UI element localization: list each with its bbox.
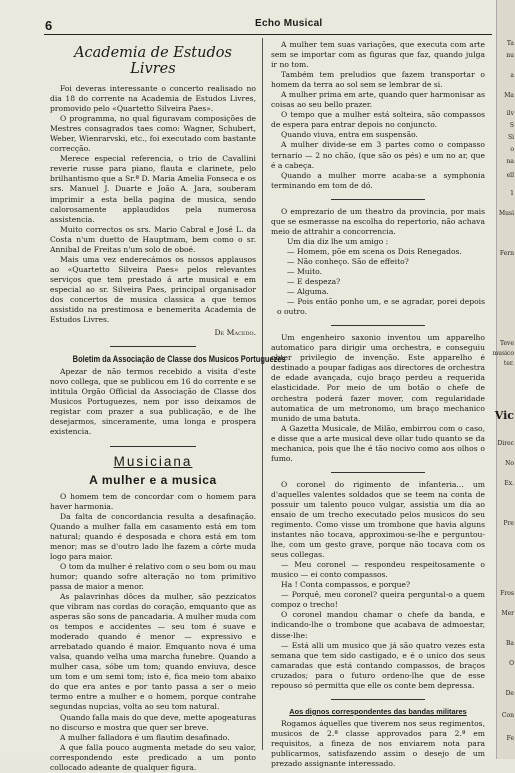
section-divider	[271, 697, 485, 701]
page-number: 6	[45, 18, 53, 33]
article-paragraph: A mulher divide-se em 3 partes como o compasso ternario — 2 no chão, (que são os pés) e um no ar, que é a cabeça.	[271, 140, 485, 170]
academy-paragraph: Muito correctos os srs. Mario Cabral e José L. da Costa n'um duetto de Hauptmam, bem como o sr. Annibal de Freitas n'um solo de oboé.	[50, 224, 256, 254]
article-paragraph: As palavrinhas dôces da mulher, são pezzicatos que vibram nas cordas do coração, emquanto que as asperas são sons de pancadaria. A mulher muda com os tempos e accidentes — seu tom é suave e moderado quando é menor — expressivo e arrebatado quando é maior. Emquanto nova é uma valsa, quando velha uma marcha funebre. Quando a mulher casa, sóbe um tom; quando enviuva, desce um tom e um semi tom; isto é, fica meio tom abaixo do que era antes e por tanto passa a ser o meio termo entre a mulher e o homem, porque contrahe segundas nupcias, volta ao seu tom natural.	[50, 591, 256, 712]
edge-fragment: S	[509, 122, 514, 129]
edge-fragment: ilv	[506, 110, 514, 117]
dialogue-line: — Alguma.	[287, 287, 329, 297]
article-paragraph: Quando falla mais do que deve, mette apogeaturas no discurso e mostra que quer ser breve.	[50, 712, 257, 732]
edge-fragment: Si	[507, 134, 514, 141]
adjacent-page-edge	[492, 0, 515, 759]
dialogue-line: O coronel mandou chamar o chefe da banda, e indicando-lhe o trombone que acabava de admoestar, disse-lhe:	[271, 610, 485, 640]
article-paragraph: A mulher prima em arte, quando quer harmonisar as coisas ao seu bello prazer.	[271, 90, 485, 110]
edge-fragment: Musi	[498, 210, 514, 217]
section-divider	[50, 444, 256, 448]
article-paragraph: Também tem preludios que fazem transportar o homem da terra ao sol sem se lembrar de si.	[271, 70, 485, 90]
edge-fragment: Fern	[499, 250, 514, 257]
header-rule	[44, 34, 492, 35]
dialogue-line: Um dia diz lhe um amigo :	[287, 236, 389, 246]
academy-paragraph: O programma, no qual figuravam composições de Mestres consagrados taes como: Wagner, Schubert, Weber, Wienrarvski, etc., foi executado com bastante correcção.	[50, 114, 256, 154]
column-divider	[262, 38, 263, 750]
edge-fragment: ell	[506, 172, 514, 179]
edge-fragment: nu	[506, 52, 514, 59]
page-header	[45, 18, 490, 32]
article-paragraph: Quando a mulher morre acaba-se a symphonia terminando em tom de dó.	[271, 170, 485, 190]
section-divider	[271, 197, 485, 201]
edge-fragment: 1	[510, 190, 514, 197]
edge-fragment: na	[506, 158, 514, 165]
section-divider	[50, 344, 256, 348]
article-heading: A mulher e a musica	[89, 472, 217, 487]
periodical-title: Echo Musical	[255, 18, 323, 29]
article-paragraph: O tempo que a mulher está solteira, são compassos de espera para entrar depois no conjuncto.	[271, 110, 485, 130]
dialogue-line: — Está alli um musico que já são quatro vezes esta semana que tem sido castigado, e é o unico dos seus camaradas que está contando compassos, de braços cruzados; para o futuro ordeno-lhe que de esse repouso só permitta que elle os conte bem depressa.	[271, 640, 485, 690]
notice-paragraph: Rogamos áquelles que tiverem nos seus regimentos, musicos de 2.ª classe approvados para 2.ª em requisitos, a fineza de nos enviarem nota para publicarmos, satisfazendo assim o desejo de um prezado assignante interessado.	[271, 718, 485, 768]
academy-paragraph: Merece especial referencia, o trio de Cavallini reverie russe para piano, flauta e clarinete, pelo brilhantismo que a Sr.ª D. Maria Amelia Fonseca e os srs. Manuel J. Duarte e João A. Jara, souberam imprimir a esta bella pagina de musica, sendo calorosamente applaudidos pela numerosa assistencia.	[50, 154, 256, 224]
dialogue-line: — Pois então ponho um, e se agradar, porei depois o outro.	[277, 297, 485, 317]
article-paragraph: O homem tem de concordar com o homem para haver harmonia.	[50, 491, 256, 511]
dialogue-line: — Não conheço. São de effeito?	[287, 256, 409, 266]
notice-heading: Aos dignos correspondentes das bandas militares	[289, 706, 467, 716]
article-paragraph: A mulher tem suas variações, que executa com arte sem se importar com as figuras que faz, quando julga ir no tom.	[271, 40, 485, 70]
edge-fragment: Teve	[499, 340, 514, 347]
academy-signature: De Macedo.	[214, 328, 256, 338]
edge-fragment: Ma	[504, 92, 514, 99]
edge-fragment: Ta	[506, 40, 514, 47]
dialogue-line: — Porquê, meu coronel? queira perguntal-o a quem compoz o trecho!	[271, 590, 485, 610]
edge-fragment: ter.	[503, 360, 514, 367]
article-paragraph: Quando viuva, entra em suspensão.	[281, 130, 418, 140]
article-paragraph: O tom da mulher é relativo com o seu bom ou mau humor; quando sofre alteração no tom primitivo passa de maior a menor.	[50, 561, 256, 591]
edge-fragment: Pre	[503, 520, 514, 527]
dialogue-line: — E despeza?	[287, 277, 341, 287]
edge-fragment: Ex.	[504, 480, 514, 487]
dialogue-line: — Homem, põe em scena os Dois Renegados.	[287, 246, 462, 256]
article-paragraph: Da falta de concordancia resulta a desafinação. Quando a mulher falla em casamento está em tom natural; quando é desposada e chora está em tom menor; mas se d'outro lado lhe fazem a côrte muda logo para maior.	[50, 511, 256, 561]
edge-fragment: Con	[501, 712, 514, 719]
edge-fragment: Ba	[506, 640, 514, 647]
section-divider	[271, 470, 485, 474]
academy-heading: Academia de Estudos Livres	[74, 45, 232, 77]
edge-fragment: o	[510, 146, 514, 153]
edge-fragment: musico	[492, 350, 514, 357]
anecdote-paragraph: O coronel do rigimento de infanteria... um d'aquelles valentes soldados que se teem na conta de possuir um talento pouco vulgar, assistia um dia ao ensaio de um trecho executado pelos musicos do seu regimento. Como visse um trombone que havia alguns instantes não tocava, approximou-se-lhe e perguntou-lhe, com um gesto grave, porque não tocava com os seus collegas.	[271, 479, 485, 560]
edge-fragment: a	[510, 72, 514, 79]
article-paragraph: A que falla pouco augmenta metade do seu valor, correspondendo este predicado a um ponto collocado adeante de qualquer figura.	[50, 742, 256, 772]
edge-fragment: Direc	[497, 440, 514, 447]
edge-fragment: Fe	[506, 735, 514, 742]
bulletin-paragraph: Apezar de não termos recebido a visita d'este novo collega, que se publicou em 16 do corrente e se intitula Orgão Official da Associação de Classe dos Musicos Portuguezes, nem por isso deixamos de registar com prazer a sua publicação, e de lhe desejarmos, sinceramente, uma longa e prospera existencia.	[50, 367, 256, 437]
bulletin-heading: Boletim da Associação de Classe dos Musicos Portuguezes	[72, 354, 286, 366]
dialogue-line: Ha ! Conta compassos, e porque?	[281, 580, 411, 590]
article-paragraph: A mulher falladora é um flautim desafinado.	[60, 732, 230, 742]
edge-fragment: No	[505, 460, 514, 467]
academy-paragraph: Foi deveras interessante o concerto realisado no dia 18 do corrente na Academia de Estudos Livres, promovido pelo «Quartetto Silveira Paes».	[50, 84, 256, 114]
section-heading: Musiciana	[113, 453, 193, 469]
section-divider	[271, 323, 485, 327]
edge-fragment: Vic	[494, 409, 514, 422]
academy-paragraph: Mais uma vez enderecámos os nossos applausos ao «Quartetto Silveira Paes» pelos relevantes serviços que tem prestado á arte musical e em especial ao sr. Silveira Paes, principal organisador dos concertos de musica classica a que temos assistido na prestimosa e benemerita Academia de Estudos Livres.	[50, 254, 256, 325]
edge-fragment: De	[505, 690, 514, 697]
dialogue-line: — Meu coronel — respondeu respeitosamente o musico — ei conto compassos.	[271, 560, 485, 580]
anecdote-paragraph: Um engenheiro saxonio inventou um apparelho automatico para dirigir uma orchestra, e conseguiu obter privilegio de invenção. Este apparelho é destinado a poupar fadigas aos directores de orchestra de edade avançada, cujo braço perdeu a requerida elasticidade. Por meio de um botão o chefe de orchestra poderá fazer mover, com regularidade automatica de um metronomo, um braço mechanico munido de uma batuta.	[271, 333, 485, 423]
left-column	[50, 42, 286, 773]
right-column	[271, 40, 485, 769]
anecdote-paragraph: A Gazetta Musicale, de Milão, embirrou com o caso, e disse que a arte musical deve ollar tudo quanto se da mechanica, pois que lhe é tão nocivo como aos olhos o fumo.	[271, 423, 485, 463]
dialogue-line: — Muito.	[287, 266, 323, 276]
edge-fragment: O	[509, 660, 514, 667]
edge-fragment: Mer	[501, 610, 514, 617]
anecdote-paragraph: O emprezario de um theatro da provincia, por mais que se esmerasse na escolha do repertorio, não achava meio de attrahir a concorrencia.	[271, 206, 485, 236]
edge-fragment: Fros	[500, 590, 514, 597]
